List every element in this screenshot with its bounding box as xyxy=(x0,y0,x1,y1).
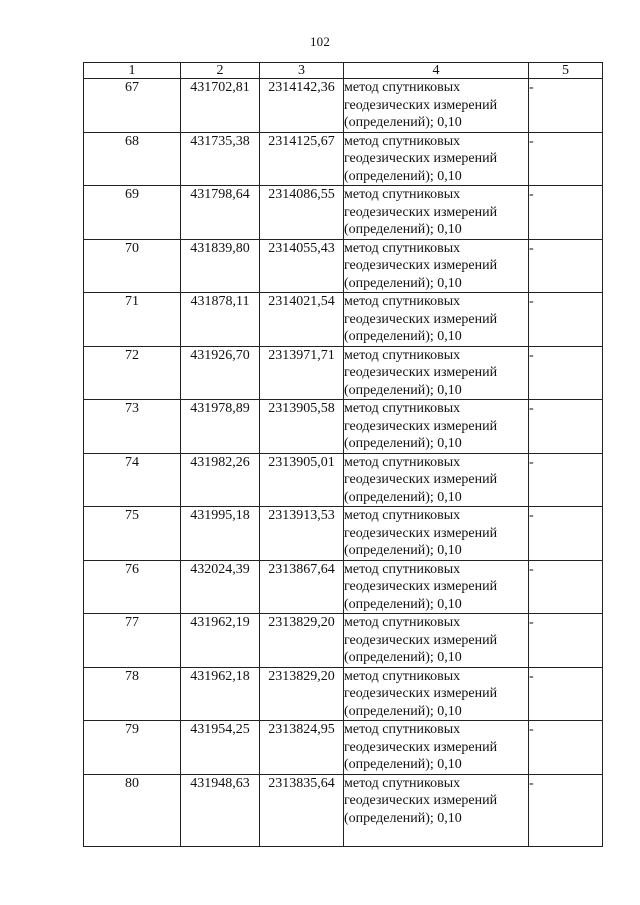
point-number-cell xyxy=(84,721,181,775)
point-number: 79 xyxy=(125,722,139,737)
note-value: - xyxy=(529,294,534,309)
note-value-cell xyxy=(529,507,603,561)
method-description-cell xyxy=(344,346,529,400)
coordinate-x-cell xyxy=(181,400,260,454)
note-value: - xyxy=(529,401,534,416)
method-description: метод спутниковых геодезических измерений (определений); 0,10 xyxy=(344,615,498,665)
coordinate-x: 431878,11 xyxy=(190,294,250,309)
coordinate-x-cell xyxy=(181,453,260,507)
coordinate-y-cell xyxy=(260,79,344,133)
table-row xyxy=(84,79,603,133)
note-value: - xyxy=(529,722,534,737)
note-value: - xyxy=(529,454,534,470)
point-number: 68 xyxy=(125,133,139,149)
coordinate-y: 2313913,53 xyxy=(268,508,335,523)
coordinate-y: 2313835,64 xyxy=(268,775,335,791)
point-number: 77 xyxy=(125,615,139,630)
method-description: метод спутниковых геодезических измерений (определений); 0,10 xyxy=(344,508,498,558)
method-description-cell xyxy=(344,507,529,561)
point-number-cell xyxy=(84,560,181,614)
table-row xyxy=(84,507,603,561)
column-header: 5 xyxy=(529,63,603,79)
coordinates-table xyxy=(83,62,603,847)
point-number-cell xyxy=(84,507,181,561)
coordinate-y-cell xyxy=(260,667,344,721)
note-value-cell xyxy=(529,132,603,186)
coordinate-y: 2313824,95 xyxy=(268,722,335,737)
method-description: метод спутниковых геодезических измерений (определений); 0,10 xyxy=(344,187,498,237)
coordinate-x: 431954,25 xyxy=(190,722,250,737)
coordinate-y-cell xyxy=(260,614,344,668)
coordinate-y: 2314125,67 xyxy=(268,133,335,149)
column-header: 2 xyxy=(181,63,260,79)
table-row xyxy=(84,667,603,721)
note-value: - xyxy=(529,508,534,523)
method-description-cell xyxy=(344,667,529,721)
point-number: 78 xyxy=(125,668,139,684)
point-number: 71 xyxy=(125,294,139,309)
point-number: 74 xyxy=(125,454,139,470)
table-row xyxy=(84,400,603,454)
point-number: 70 xyxy=(125,240,139,256)
note-value-cell xyxy=(529,667,603,721)
page-number: 102 xyxy=(309,34,331,49)
coordinate-x: 431962,19 xyxy=(190,615,250,630)
point-number-cell xyxy=(84,667,181,721)
coordinate-y-cell xyxy=(260,453,344,507)
note-value-cell xyxy=(529,346,603,400)
point-number: 75 xyxy=(125,508,139,523)
point-number-cell xyxy=(84,239,181,293)
method-description-cell xyxy=(344,186,529,240)
note-value: - xyxy=(529,615,534,630)
method-description-cell xyxy=(344,132,529,186)
point-number-cell xyxy=(84,132,181,186)
coordinate-y: 2314021,54 xyxy=(268,294,335,309)
header-row xyxy=(84,63,603,79)
coordinate-x: 431962,18 xyxy=(190,668,250,684)
coordinate-x-cell xyxy=(181,507,260,561)
note-value-cell xyxy=(529,186,603,240)
coordinate-y: 2314055,43 xyxy=(268,240,335,256)
table-row xyxy=(84,239,603,293)
table-row xyxy=(84,453,603,507)
note-value: - xyxy=(529,561,534,577)
coordinate-x: 431982,26 xyxy=(190,454,250,470)
table-header xyxy=(84,63,603,79)
method-description-cell xyxy=(344,79,529,133)
method-description-cell xyxy=(344,721,529,775)
coordinate-x: 431926,70 xyxy=(190,347,250,363)
method-description: метод спутниковых геодезических измерений (определений); 0,10 xyxy=(344,294,498,344)
note-value: - xyxy=(529,187,534,202)
coordinate-y: 2314086,55 xyxy=(268,187,335,202)
coordinate-x: 431735,38 xyxy=(190,133,250,149)
coordinate-y-cell xyxy=(260,186,344,240)
coordinate-x: 431839,80 xyxy=(190,240,250,256)
table-body xyxy=(84,79,603,847)
coordinate-y-cell xyxy=(260,507,344,561)
point-number: 76 xyxy=(125,561,139,577)
point-number: 73 xyxy=(125,401,139,416)
point-number: 67 xyxy=(125,80,139,95)
coordinate-x-cell xyxy=(181,293,260,347)
method-description: метод спутниковых геодезических измерений (определений); 0,10 xyxy=(344,401,498,451)
note-value-cell xyxy=(529,614,603,668)
point-number-cell xyxy=(84,186,181,240)
table-row xyxy=(84,346,603,400)
note-value: - xyxy=(529,347,534,363)
table-row xyxy=(84,721,603,775)
point-number-cell xyxy=(84,774,181,846)
method-description: метод спутниковых геодезических измерений (определений); 0,10 xyxy=(344,668,498,719)
point-number-cell xyxy=(84,346,181,400)
coordinate-y: 2313905,01 xyxy=(268,454,335,470)
table-row xyxy=(84,293,603,347)
coordinate-x-cell xyxy=(181,186,260,240)
coordinate-x-cell xyxy=(181,774,260,846)
note-value: - xyxy=(529,240,534,256)
coordinate-x-cell xyxy=(181,132,260,186)
method-description-cell xyxy=(344,293,529,347)
column-header: 1 xyxy=(84,63,181,79)
note-value: - xyxy=(529,775,534,791)
method-description: метод спутниковых геодезических измерений (определений); 0,10 xyxy=(344,722,498,772)
table-row xyxy=(84,186,603,240)
coordinate-y: 2313867,64 xyxy=(268,561,335,577)
table-row xyxy=(84,774,603,846)
point-number-cell xyxy=(84,614,181,668)
coordinate-x: 431798,64 xyxy=(190,187,250,202)
coordinate-x-cell xyxy=(181,667,260,721)
coordinate-y: 2313905,58 xyxy=(268,401,335,416)
coordinate-x-cell xyxy=(181,560,260,614)
coordinate-x-cell xyxy=(181,79,260,133)
coordinate-y: 2314142,36 xyxy=(268,80,335,95)
coordinate-x: 431995,18 xyxy=(190,508,250,523)
column-header: 3 xyxy=(260,63,344,79)
coordinate-y-cell xyxy=(260,774,344,846)
method-description: метод спутниковых геодезических измерений (определений); 0,10 xyxy=(344,454,498,505)
point-number-cell xyxy=(84,400,181,454)
method-description-cell xyxy=(344,239,529,293)
method-description-cell xyxy=(344,453,529,507)
point-number: 72 xyxy=(125,347,139,363)
note-value-cell xyxy=(529,560,603,614)
note-value-cell xyxy=(529,239,603,293)
method-description: метод спутниковых геодезических измерений (определений); 0,10 xyxy=(344,561,498,612)
table-row xyxy=(84,560,603,614)
point-number-cell xyxy=(84,293,181,347)
table-row xyxy=(84,614,603,668)
point-number-cell xyxy=(84,453,181,507)
coordinate-x: 431978,89 xyxy=(190,401,250,416)
coordinate-y-cell xyxy=(260,293,344,347)
coordinate-y: 2313829,20 xyxy=(268,615,335,630)
table-row xyxy=(84,132,603,186)
method-description-cell xyxy=(344,774,529,846)
coordinate-y: 2313971,71 xyxy=(268,347,335,363)
coordinate-x: 431948,63 xyxy=(190,775,250,791)
method-description: метод спутниковых геодезических измерений (определений); 0,10 xyxy=(344,775,498,826)
method-description: метод спутниковых геодезических измерений (определений); 0,10 xyxy=(344,80,498,130)
coordinate-y-cell xyxy=(260,346,344,400)
coordinate-y-cell xyxy=(260,560,344,614)
note-value-cell xyxy=(529,293,603,347)
coordinate-y: 2313829,20 xyxy=(268,668,335,684)
note-value-cell xyxy=(529,453,603,507)
note-value-cell xyxy=(529,79,603,133)
coordinate-x-cell xyxy=(181,721,260,775)
coordinate-x: 432024,39 xyxy=(190,561,250,577)
coordinate-x: 431702,81 xyxy=(190,80,250,95)
point-number-cell xyxy=(84,79,181,133)
note-value: - xyxy=(529,668,534,684)
note-value-cell xyxy=(529,400,603,454)
note-value: - xyxy=(529,133,534,149)
column-header: 4 xyxy=(344,63,529,79)
method-description: метод спутниковых геодезических измерений (определений); 0,10 xyxy=(344,133,498,184)
method-description: метод спутниковых геодезических измерений (определений); 0,10 xyxy=(344,240,498,291)
point-number: 80 xyxy=(125,775,139,791)
coordinate-x-cell xyxy=(181,239,260,293)
note-value: - xyxy=(529,80,534,95)
coordinate-x-cell xyxy=(181,346,260,400)
method-description-cell xyxy=(344,614,529,668)
method-description-cell xyxy=(344,400,529,454)
method-description-cell xyxy=(344,560,529,614)
method-description: метод спутниковых геодезических измерений (определений); 0,10 xyxy=(344,347,498,398)
note-value-cell xyxy=(529,721,603,775)
coordinate-x-cell xyxy=(181,614,260,668)
coordinate-y-cell xyxy=(260,721,344,775)
note-value-cell xyxy=(529,774,603,846)
point-number: 69 xyxy=(125,187,139,202)
coordinate-y-cell xyxy=(260,400,344,454)
coordinate-y-cell xyxy=(260,239,344,293)
coordinate-y-cell xyxy=(260,132,344,186)
